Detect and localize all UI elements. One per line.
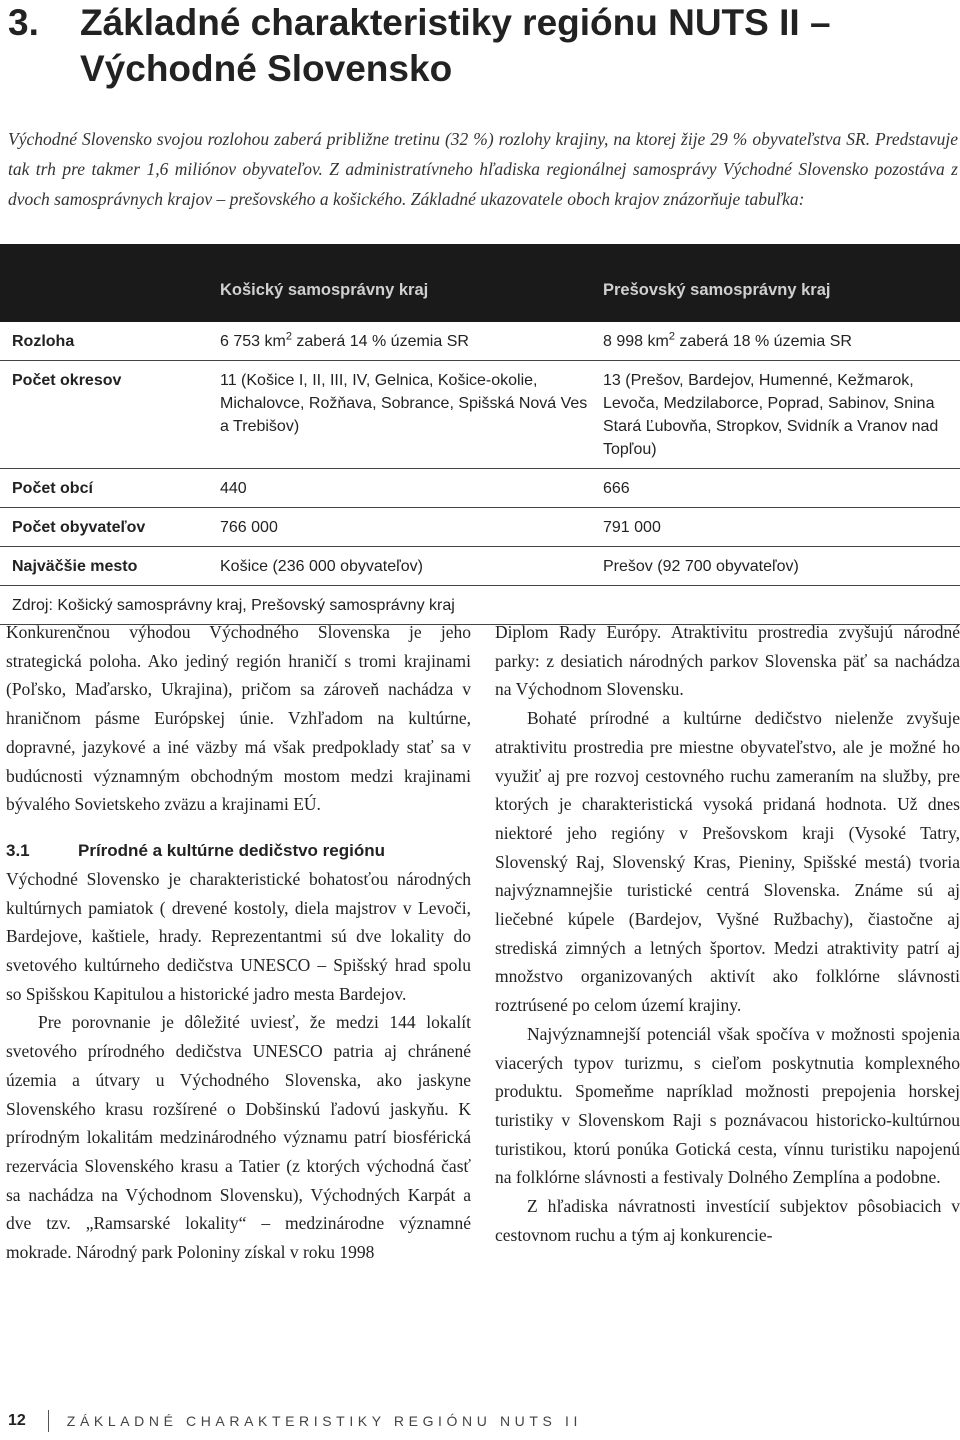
area-unit-exponent: 2 — [668, 330, 675, 343]
indicators-table-wrapper — [0, 244, 960, 625]
right-column — [495, 618, 960, 1249]
right-paragraph-2: Bohaté prírodné a kultúrne dedičstvo nielenže zvyšuje atraktivitu prostredia pre miestne obyvateľstvo, ale je možné ho využiť aj pre rozvoj cestovného ruchu zameraním na služby, pre ktorých je charakteristická vysoká pridaná hodnota. Už dnes niektoré jeho regióny v Prešovskom kraji (Vysoké Tatry, Slovenský Raj, Slovenský Kras, Pieniny, Spišské mestá) tvoria najvýznamnejšie turistické centrá Slovenska. Známe sú aj liečebné kúpele (Bardejov, Vyšné Ružbachy), čiastočne aj strediská zimných a letných športov. Medzi atraktivity patrí aj množstvo organizovaných aktivít ako folklórne slávnosti roztrúsené po celom území krajiny. — [495, 708, 960, 1016]
indicators-table — [0, 244, 960, 625]
right-paragraph-3: Najvýznamnejší potenciál však spočíva v možnosti spojenia viacerých typov turizmu, s cieľom poskytnutia komplexného produktu. Spomeňme napríklad možnosti prepojenia horskej turistiky v Slovenskom Raji s poznávacou historicko-kultúrnou turistikou, ktorú ponúka Gotická cesta, vínnu turistiku napojenú na folklórne slávnosti a festivaly Dolného Zemplína a podobne. — [495, 1023, 960, 1188]
table-row — [0, 322, 960, 361]
page-footer — [8, 1410, 948, 1432]
heading-number: 3. — [8, 2, 39, 43]
cell-kosice: Košice (236 000 obyvateľov) — [210, 547, 595, 586]
section-title: Prírodné a kultúrne dedičstvo regiónu — [78, 840, 385, 860]
table-header-empty — [0, 244, 210, 322]
section-number: 3.1 — [6, 840, 30, 860]
heading-line-1: Základné charakteristiky regiónu NUTS II – — [80, 2, 831, 43]
table-row — [0, 508, 960, 547]
running-title: ZÁKLADNÉ CHARAKTERISTIKY REGIÓNU NUTS II — [66, 1413, 582, 1429]
table-source: Zdroj: Košický samosprávny kraj, Prešovský samosprávny kraj — [0, 586, 960, 625]
table-header-row — [0, 244, 960, 322]
right-paragraph-1: Diplom Rady Európy. Atraktivitu prostredia zvyšujú národné parky: z desiatich národných parkov Slovenska päť sa nachádza na Východnom Slovensku. — [495, 622, 960, 700]
area-value: 6 753 km — [220, 333, 286, 350]
table-row — [0, 361, 960, 469]
cell-presov: 13 (Prešov, Bardejov, Humenné, Kežmarok, Levoča, Medzilaborce, Poprad, Sabinov, Snina Stará Ľubovňa, Stropkov, Svidník a Vranov nad Topľou) — [595, 361, 960, 469]
footer-divider — [48, 1410, 49, 1432]
intro-paragraph: Východné Slovensko svojou rozlohou zaberá približne tretinu (32 %) rozlohy krajiny, na ktorej žije 29 % obyvateľstva SR. Predstavuje tak trh pre takmer 1,6 miliónov obyvateľov. Z administratívneho hľadiska regionálnej samosprávy Východné Slovensko pozostáva z dvoch samosprávnych krajov – prešovského a košického. Základné ukazovatele oboch krajov znázorňuje tabuľka: — [8, 129, 958, 209]
row-label: Najväčšie mesto — [0, 547, 210, 586]
table-row — [0, 547, 960, 586]
row-label: Počet obyvateľov — [0, 508, 210, 547]
page-number: 12 — [8, 1412, 26, 1429]
heading-line-2: Východné Slovensko — [80, 48, 453, 89]
cell-presov: Prešov (92 700 obyvateľov) — [595, 547, 960, 586]
row-label: Počet obcí — [0, 469, 210, 508]
table-header-kosice: Košický samosprávny kraj — [210, 244, 595, 322]
area-unit-exponent: 2 — [285, 330, 292, 343]
left-column — [6, 618, 471, 1267]
cell-kosice: 11 (Košice I, II, III, IV, Gelnica, Košice-okolie, Michalovce, Rožňava, Sobrance, Spišská Nová Ves a Trebišov) — [210, 361, 595, 469]
table-header-presov: Prešovský samosprávny kraj — [595, 244, 960, 322]
left-paragraph-3: Pre porovnanie je dôležité uviesť, že medzi 144 lokalít svetového prírodného dedičstva UNESCO patria aj chránené územia a útvary u Východného Slovenska, ako jaskyne Slovenského krasu rozšírené o Dobšinskú ľadovú jaskyňu. K prírodným lokalitám medzinárodného významu patrí biosférická rezervácia Slovenského krasu a Tatier (z ktorých východná časť sa nachádza na Východnom Slovensku), Východných Karpát a dve tzv. „Ramsarské lokality“ – medzinárodne významné mokrade. Národný park Poloniny získal v roku 1998 — [6, 1012, 471, 1263]
cell-presov: 666 — [595, 469, 960, 508]
right-paragraph-4: Z hľadiska návratnosti investícií subjektov pôsobiacich v cestovnom ruchu a tým aj konkurencie- — [495, 1196, 960, 1245]
row-label: Rozloha — [0, 322, 210, 361]
cell-kosice: 766 000 — [210, 508, 595, 547]
cell-kosice: 440 — [210, 469, 595, 508]
left-paragraph-1: Konkurenčnou výhodou Východného Slovenska je jeho strategická poloha. Ako jediný región hraničí s tromi krajinami (Poľsko, Maďarsko, Ukrajina), pričom sa zároveň nachádza v hraničnom pásme Európskej únie. Vzhľadom na kultúrne, dopravné, jazykové a iné väzby má však predpoklady stať sa v budúcnosti významným obchodným mostom medzi krajinami bývalého Sovietskeho zväzu a krajinami EÚ. — [6, 622, 471, 815]
row-label: Počet okresov — [0, 361, 210, 469]
table-row — [0, 469, 960, 508]
section-heading-3-1 — [6, 837, 471, 865]
area-share: zaberá 18 % územia SR — [674, 333, 852, 350]
page-heading — [8, 0, 958, 92]
cell-presov: 791 000 — [595, 508, 960, 547]
cell-presov — [595, 322, 960, 361]
left-paragraph-2: Východné Slovensko je charakteristické bohatosťou národných kultúrnych pamiatok ( drevené kostoly, diela majstrov v Levoči, Bardejove, kaštiele, hrady. Reprezentantmi sú dve lokality do svetového kultúrneho dedičstva UNESCO – Spišský hrad spolu so Spišskou Kapitulou a historické jadro mesta Bardejov. — [6, 868, 471, 1004]
area-share: zaberá 14 % územia SR — [291, 333, 469, 350]
cell-kosice — [210, 322, 595, 361]
area-value: 8 998 km — [603, 333, 669, 350]
